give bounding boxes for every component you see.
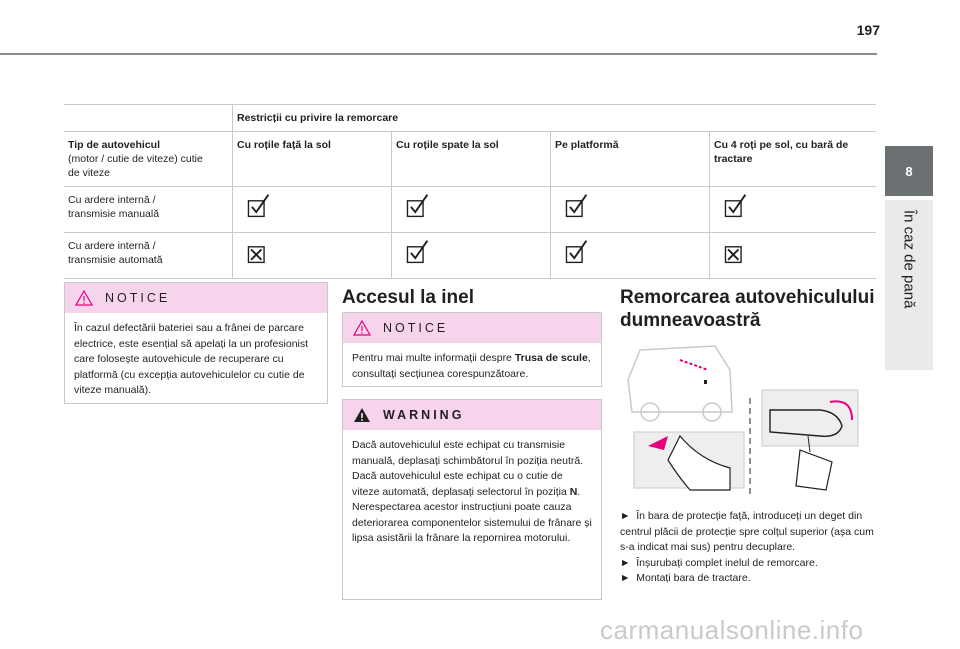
section-title-ring: Accesul la inel [342, 287, 475, 308]
row-header-cell [64, 132, 233, 187]
towing-restrictions-table [64, 104, 876, 279]
list-item: ► Înșurubați complet inelul de remorcare. [620, 556, 818, 569]
warning-title: WARNING [383, 408, 465, 422]
row-label: Cu ardere internă / transmisie automată [64, 233, 233, 279]
column-header: Cu roțile spate la sol [392, 132, 551, 187]
row-header-title: Tip de autovehicul [68, 139, 160, 151]
chapter-title: În caz de pană [900, 210, 918, 309]
warning-icon [353, 407, 371, 423]
notice-box-tools [342, 312, 602, 387]
notice-box-battery [64, 282, 328, 404]
header-rule [0, 53, 877, 55]
notice-warning-icon [75, 290, 93, 306]
column-header: Cu 4 roți pe sol, cu bară de tractare [710, 132, 877, 187]
check-icon [404, 239, 430, 265]
column-header: Pe platformă [551, 132, 710, 187]
cross-icon [245, 239, 271, 265]
notice-title: NOTICE [383, 321, 449, 335]
notice-warning-icon [353, 320, 371, 336]
notice-text: În cazul defectării bateriei sau a frânei de parcare electrice, este esențial să apelați la un profesionist care folosește autovehicule de recuperare cu platformă (cu excepția autovehiculelor cu cutie de viteze manuală). [74, 322, 309, 396]
cross-icon [722, 239, 748, 265]
check-icon [563, 239, 589, 265]
notice-title: NOTICE [105, 291, 171, 305]
check-icon [404, 193, 430, 219]
warning-box [342, 399, 602, 600]
chapter-tab[interactable]: 8 [885, 146, 933, 196]
table-row [64, 187, 876, 233]
row-header-sub: (motor / cutie de viteze) cutie de viteze [68, 153, 203, 179]
chapter-title-band [885, 200, 933, 370]
check-icon [245, 193, 271, 219]
table-row [64, 233, 876, 279]
towing-steps [620, 509, 878, 587]
watermark: carmanualsonline.info [600, 615, 864, 645]
row-label: Cu ardere internă / transmisie manuală [64, 187, 233, 233]
column-header: Cu roțile față la sol [233, 132, 392, 187]
list-item: ► Montați bara de tractare. [620, 572, 751, 584]
check-icon [722, 193, 748, 219]
table-caption: Restricții cu privire la remorcare [233, 105, 877, 132]
list-item: ► În bara de protecție față, introduceți un deget din centrul plăcii de protecție spre colțul superior (așa cum s-a indicat mai sus) pentru decuplare. [620, 510, 874, 553]
page-number: 197 [856, 22, 880, 38]
warning-text: Dacă autovehiculul este echipat cu transmisie manuală, deplasați schimbătorul în poziția neutră. Dacă autovehiculul este echipat cu o cutie de viteze automată, deplasați selectorul în poziția N. Nerespectarea acestor instrucțiuni poate cauza deteriorarea componentelor sistemului de frânare și lipsa asistării la frânare la repornirea motorului. [352, 439, 592, 544]
towing-ring-illustration [620, 340, 874, 500]
check-icon [563, 193, 589, 219]
section-title-towing: Remorcarea autovehiculului dumneavoastră [620, 287, 875, 331]
notice-text: Pentru mai multe informații despre Trusa de scule, consultați secțiunea corespunzătoare. [352, 352, 591, 380]
